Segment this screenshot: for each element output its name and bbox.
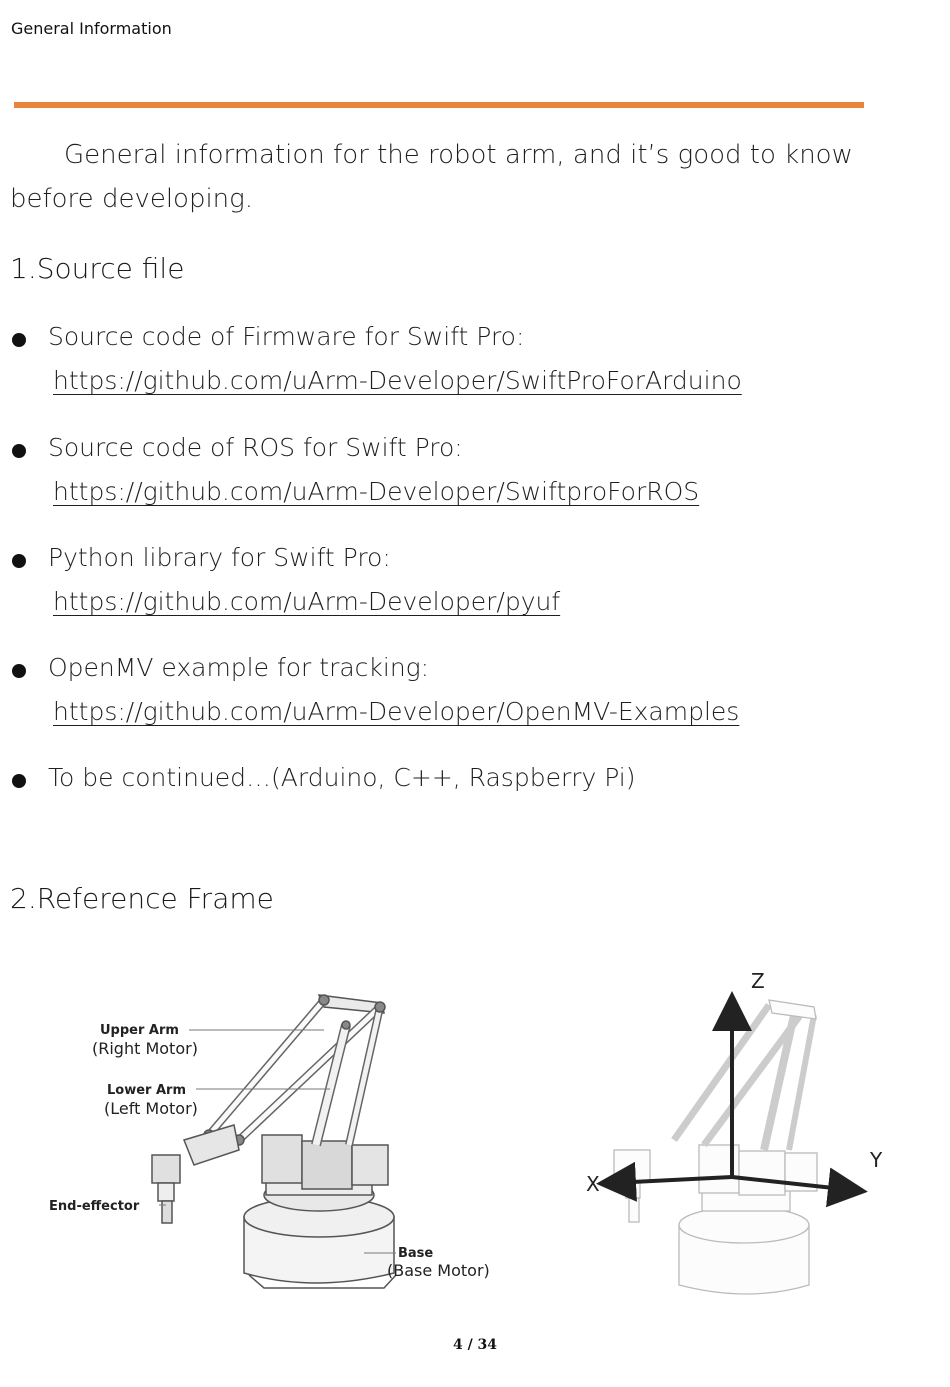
base-sublabel: (Base Motor) bbox=[387, 1261, 490, 1280]
page-header-title: General Information bbox=[11, 19, 172, 38]
axis-z-label: Z bbox=[751, 969, 765, 993]
intro-paragraph: General information for the robot arm, and it’s good to know before developing. bbox=[10, 140, 853, 214]
page-number: 4 / 34 bbox=[452, 1337, 498, 1353]
section-heading-reference-frame: 2.Reference Frame bbox=[10, 882, 274, 915]
ros-link[interactable]: https://github.com/uArm-Developer/SwiftproForROS bbox=[53, 477, 700, 506]
list-item-text: Python library for Swift Pro: bbox=[48, 543, 391, 572]
bullet-icon bbox=[12, 664, 26, 678]
upper-arm-label: Upper Arm bbox=[100, 1023, 179, 1038]
upper-arm-sublabel: (Right Motor) bbox=[92, 1039, 198, 1058]
bullet-icon bbox=[12, 774, 26, 788]
list-item-text: OpenMV example for tracking: bbox=[48, 653, 430, 682]
bullet-icon bbox=[12, 444, 26, 458]
firmware-link[interactable]: https://github.com/uArm-Developer/SwiftProForArduino bbox=[53, 366, 742, 395]
list-item-text: Source code of ROS for Swift Pro: bbox=[48, 433, 463, 462]
header-divider bbox=[14, 102, 864, 108]
python-library-link[interactable]: https://github.com/uArm-Developer/pyuf bbox=[53, 587, 561, 616]
robot-arm-axes-diagram bbox=[614, 1000, 817, 1294]
end-effector-label: End-effector bbox=[49, 1199, 140, 1214]
base-label: Base bbox=[398, 1246, 434, 1261]
list-item-text: Source code of Firmware for Swift Pro: bbox=[48, 322, 525, 351]
axis-x-label: X bbox=[586, 1172, 600, 1196]
bullet-icon bbox=[12, 554, 26, 568]
openmv-link[interactable]: https://github.com/uArm-Developer/OpenMV-Examples bbox=[53, 697, 740, 726]
reference-frame-figure bbox=[34, 955, 883, 1310]
list-item-text: To be continued…(Arduino, C++, Raspberry Pi) bbox=[48, 763, 636, 792]
lower-arm-sublabel: (Left Motor) bbox=[104, 1099, 198, 1118]
lower-arm-label: Lower Arm bbox=[107, 1083, 186, 1098]
bullet-icon bbox=[12, 333, 26, 347]
axis-y-label: Y bbox=[870, 1148, 883, 1172]
section-heading-source-file: 1.Source file bbox=[10, 252, 185, 285]
